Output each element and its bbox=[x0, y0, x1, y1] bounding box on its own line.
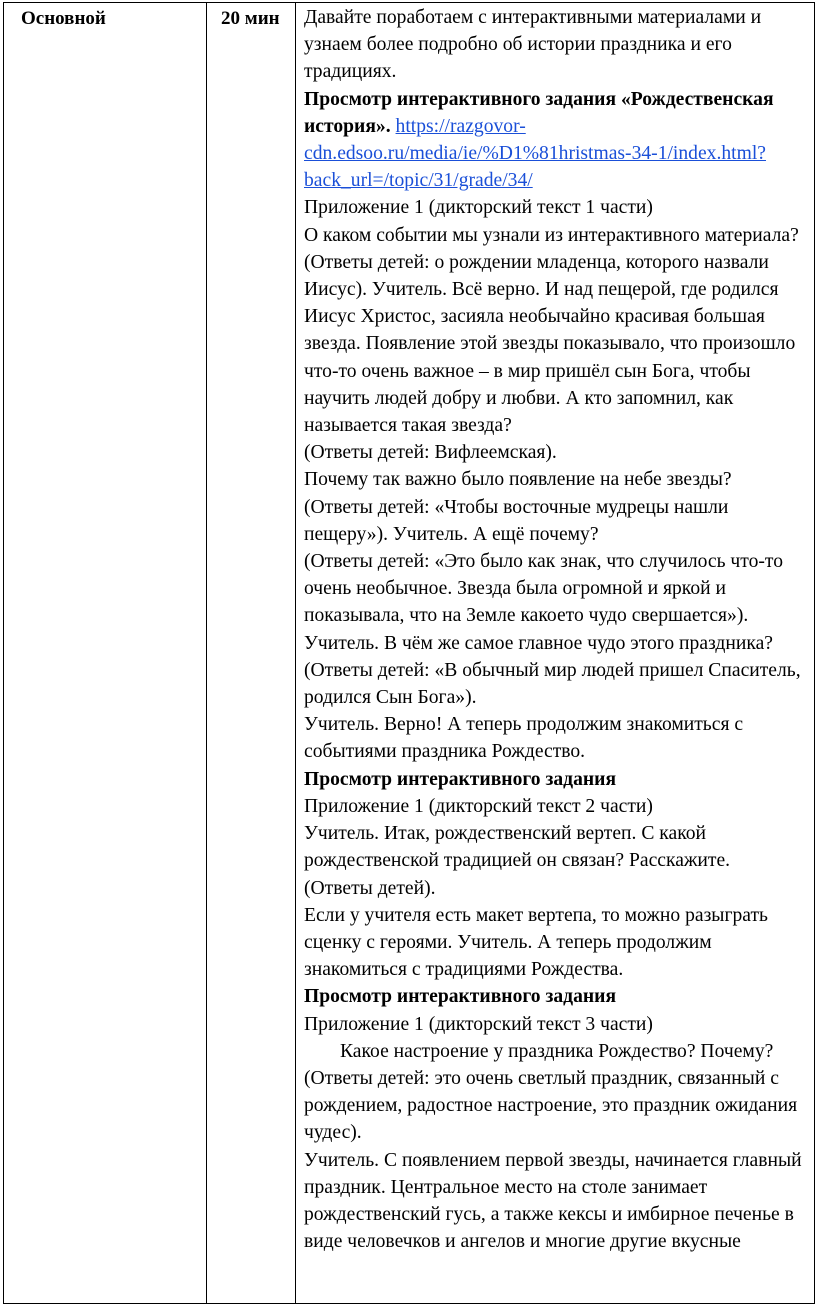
answer3-paragraph: (Ответы детей: «Чтобы восточные мудрецы нашли пещеру»). Учитель. А ещё почему? bbox=[304, 496, 729, 545]
duration-cell bbox=[207, 3, 296, 1304]
content-text bbox=[296, 3, 814, 1255]
teacher2-paragraph: Учитель. Итак, рождественский вертеп. С какой рождественской традицией он связан? Расскажите. bbox=[304, 823, 731, 872]
lesson-table bbox=[3, 2, 815, 1304]
answer7-paragraph: (Ответы детей: это очень светлый праздник, связанный с рождением, радостное настроение, это праздник ожидания чудес). bbox=[304, 1067, 798, 1144]
answer1-paragraph: (Ответы детей: о рождении младенца, которого назвали Иисус). Учитель. Всё верно. И над пещерой, где родился Иисус Христос, засияла необычайно красивая большая звезда. Появление этой звезды показывало, что произошло что-то очень важное – в мир пришёл сын Бога, чтобы научить людей добру и любви. А кто запомнил, как называется такая звезда? bbox=[304, 251, 796, 437]
teacher4-paragraph: Учитель. С появлением первой звезды, начинается главный праздник. Центральное место на столе занимает рождественский гусь, а также кексы и имбирное печенье в виде человечков и ангелов и многие другие вкусные bbox=[304, 1149, 802, 1253]
appendix1-paragraph: Приложение 1 (дикторский текст 1 части) bbox=[304, 197, 653, 219]
teacher1-paragraph: Учитель. Верно! А теперь продолжим знакомиться с событиями праздника Рождество. bbox=[304, 714, 744, 763]
task2-title: Просмотр интерактивного задания bbox=[304, 768, 617, 790]
appendix2-paragraph: Приложение 1 (дикторский текст 2 части) bbox=[304, 795, 653, 817]
answer4-paragraph: (Ответы детей: «Это было как знак, что случилось что-то очень необычное. Звезда была огромной и яркой и показывала, что на Земле какоето чудо свершается»). bbox=[304, 551, 784, 627]
task1-title: Просмотр интерактивного задания «Рождественская история». bbox=[304, 88, 774, 137]
question3-paragraph: Учитель. В чём же самое главное чудо этого праздника? bbox=[304, 632, 773, 654]
stage-cell bbox=[4, 3, 207, 1304]
question4-paragraph: Какое настроение у праздника Рождество? Почему? bbox=[340, 1040, 774, 1062]
content-cell bbox=[296, 3, 815, 1304]
appendix3-paragraph: Приложение 1 (дикторский текст 3 части) bbox=[304, 1013, 653, 1035]
answer6-paragraph: (Ответы детей). bbox=[304, 877, 436, 899]
question1-paragraph: О каком событии мы узнали из интерактивного материала? bbox=[304, 224, 799, 246]
task1-link[interactable]: https://razgovor-cdn.edsoo.ru/media/ie/%D1%81hristmas-34-1/index.html?back_url=/topic/31/grade/34/ bbox=[304, 115, 766, 192]
task3-title: Просмотр интерактивного задания bbox=[304, 986, 617, 1008]
duration-label: 20 мин bbox=[221, 8, 280, 29]
teacher3-paragraph: Если у учителя есть макет вертепа, то можно разыграть сценку с героями. Учитель. А теперь продолжим знакомиться с традициями Рождества. bbox=[304, 904, 768, 981]
table-row bbox=[4, 3, 815, 1304]
answer2-paragraph: (Ответы детей: Вифлеемская). bbox=[304, 442, 557, 464]
question2-paragraph: Почему так важно было появление на небе звезды? bbox=[304, 469, 732, 491]
stage-label: Основной bbox=[21, 8, 106, 29]
answer5-paragraph: (Ответы детей: «В обычный мир людей пришел Спаситель, родился Сын Бога»). bbox=[304, 659, 801, 709]
task1-paragraph bbox=[304, 86, 814, 195]
intro-paragraph: Давайте поработаем с интерактивными материалами и узнаем более подробно об истории праздника и его традициях. bbox=[304, 7, 762, 83]
